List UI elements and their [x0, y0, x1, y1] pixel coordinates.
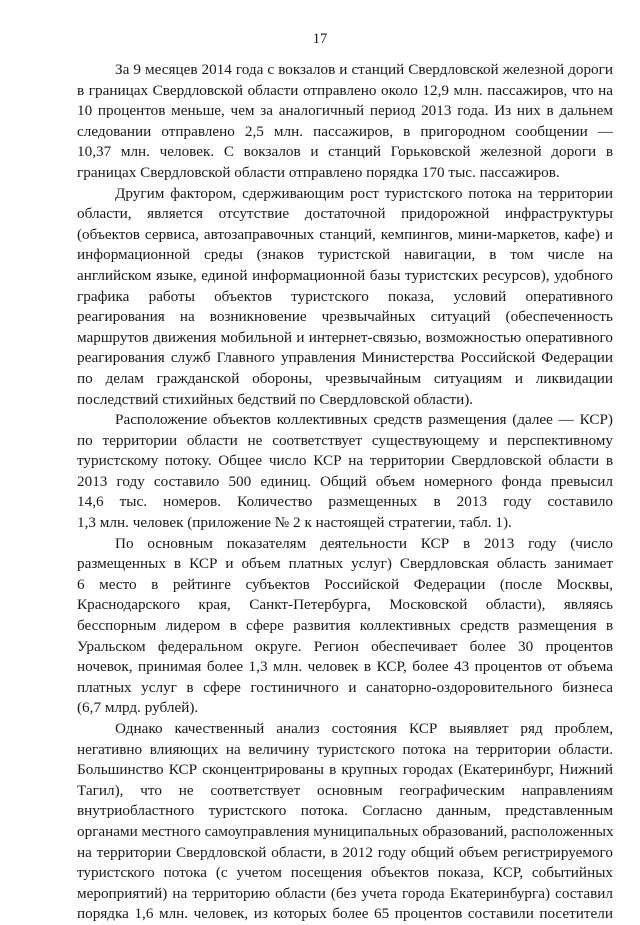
paragraph — [77, 534, 613, 719]
text-line: Однако качественный анализ состояния КСР выявляет ряд проблем, — [115, 720, 613, 737]
text-line: 2013 году составило 500 единиц. Общий объем номерного фонда превысил — [77, 472, 613, 490]
text-line: ночевок, принимая более 1,3 млн. человек в КСР, более 43 процентов от объема — [77, 658, 613, 676]
text-line: 10,37 млн. человек. С вокзалов и станций Горьковской железной дороги в — [77, 143, 613, 161]
text-line: 14,6 тыс. номеров. Количество размещенных в 2013 году составило — [77, 493, 613, 511]
text-line: 10 процентов меньше, чем за аналогичный период 2013 года. Из них в дальнем — [77, 102, 613, 120]
text-line: графика работы объектов туристского показа, условий оперативного — [77, 287, 613, 305]
paragraph — [77, 60, 613, 184]
text-line: в границах Свердловской области отправлено около 12,9 млн. пассажиров, что на — [77, 81, 613, 99]
text-line: Большинство КСР сконцентрированы в крупных городах (Екатеринбург, Нижний — [77, 761, 613, 779]
page-number: 17 — [312, 31, 328, 47]
text-line: области, является отсутствие достаточной придорожной инфраструктуры — [77, 205, 613, 223]
text-line: на территории Свердловской области, в 2012 году общий объем регистрируемого — [77, 843, 613, 861]
text-line: следовании отправлено 2,5 млн. пассажиров, в пригородном сообщении — — [77, 122, 613, 140]
text-line: 1,3 млн. человек (приложение № 2 к настоящей стратегии, табл. 1). — [77, 514, 512, 532]
text-line: бесспорным лидером в сфере развития коллективных средств размещения в — [77, 617, 613, 635]
text-line: туристскому потоку. Общее число КСР на территории Свердловской области в — [77, 452, 613, 470]
text-line: Тагил), что не соответствует основным географическим направлениям — [77, 781, 613, 799]
text-line: внутриобластного туристского потока. Согласно данным, представленным — [77, 802, 613, 820]
text-line: По основным показателям деятельности КСР в 2013 году (число — [115, 534, 613, 552]
text-line: Другим фактором, сдерживающим рост туристского потока на территории — [115, 184, 613, 202]
text-line: Уральском федеральном округе. Регион обеспечивает более 30 процентов — [77, 637, 613, 655]
text-line: Краснодарского края, Санкт-Петербурга, Московской области), являясь — [77, 596, 613, 614]
text-line: платных услуг в сфере гостиничного и санаторно-оздоровительного бизнеса — [77, 678, 613, 696]
text-line: Расположение объектов коллективных средств размещения (далее — КСР) — [115, 411, 613, 429]
text-line: размещенных в КСР и объем платных услуг) Свердловская область занимает — [77, 555, 613, 573]
text-line: маршрутов движения мобильной и интернет-связью, возможностью оперативного — [77, 328, 613, 346]
text-line: (объектов сервиса, автозаправочных станций, кемпингов, мини-маркетов, кафе) и — [77, 225, 613, 243]
paragraph — [77, 719, 613, 925]
text-line: границах Свердловской области отправлено порядка 170 тыс. пассажиров. — [77, 163, 560, 181]
paragraph — [77, 184, 613, 411]
text-line: порядка 1,6 млн. человек, из которых более 65 процентов составили посетители — [77, 905, 613, 923]
text-line: органами местного самоуправления муниципальных образований, расположенных — [77, 822, 614, 840]
paragraph — [77, 410, 613, 534]
text-line: английском языке, единой информационной базы туристских ресурсов), удобного — [77, 266, 613, 284]
text-line: по делам гражданской обороны, чрезвычайным ситуациям и ликвидации — [77, 369, 613, 387]
text-line: мероприятий) на территорию области (без учета города Екатеринбурга) составил — [77, 884, 613, 902]
text-line: туристского потока (с учетом посещения объектов показа, КСР, событийных — [77, 864, 613, 882]
text-line: негативно влияющих на величину туристского потока на территории области. — [77, 740, 613, 758]
text-line: реагирования на возникновение чрезвычайных ситуаций (обеспеченность — [77, 308, 613, 326]
text-line: 6 место в рейтинге субъектов Российской Федерации (после Москвы, — [77, 575, 613, 593]
text-line: реагирования служб Главного управления Министерства Российской Федерации — [77, 349, 613, 367]
text-line: последствий стихийных бедствий по Свердловской области). — [77, 390, 474, 408]
text-line: За 9 месяцев 2014 года с вокзалов и станций Свердловской железной дороги — [115, 61, 613, 78]
text-line: (6,7 млрд. рублей). — [77, 699, 199, 717]
document-body — [77, 60, 613, 925]
text-line: по территории области не соответствует существующему и перспективному — [77, 431, 613, 449]
text-line: информационной среды (знаков туристской навигации, в том числе на — [77, 246, 613, 264]
